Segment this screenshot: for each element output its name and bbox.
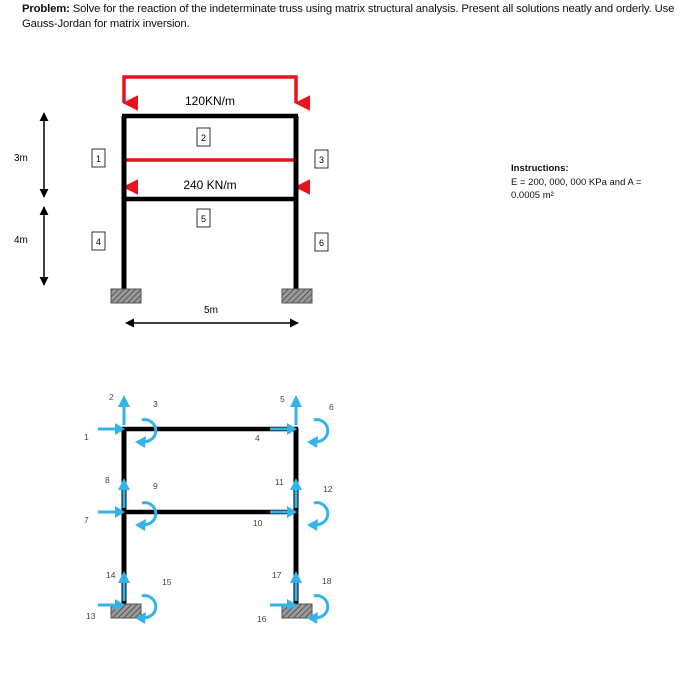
dof-arrow-17-head [290,571,302,583]
dof-label-13: 13 [86,611,96,621]
dof-arrow-4 [270,423,297,435]
member-label-6: 6 [318,238,325,248]
distributed-load-middle [124,160,296,192]
dof-label-7: 7 [84,515,89,525]
dof-label-15: 15 [162,577,172,587]
dof-label-2: 2 [109,392,114,402]
dof-arrow-12 [307,503,328,531]
dof-label-8: 8 [105,475,110,485]
dof-label-1: 1 [84,432,89,442]
member-label-4: 4 [95,237,102,247]
dof-arrow-5 [290,395,302,425]
dof-arrow-14 [118,571,130,601]
dof-arrow-6-head [307,436,318,448]
member-label-5: 5 [200,214,207,224]
dof-arrow-14-head [118,571,130,583]
dof-label-17: 17 [272,570,282,580]
dof-label-10: 10 [253,518,263,528]
dof-arrow-7 [98,506,125,518]
dof-arrow-8-head [118,478,130,490]
dof-arrow-3 [135,420,156,448]
fixed-support-left [111,289,141,303]
dof-arrow-6 [307,420,328,448]
instructions-line-1: E = 200, 000, 000 KPa and A = [511,176,642,188]
dof-label-14: 14 [106,570,116,580]
dimension-label-4m: 4m [14,235,28,246]
fixed-support-right [282,289,312,303]
load-label-120: 120KN/m [184,94,236,108]
dof-arrow-1 [98,423,125,435]
dof-label-3: 3 [153,399,158,409]
dof-arrow-12-head [307,519,318,531]
problem-label: Problem: [22,3,70,15]
dimension-label-3m: 3m [14,153,28,164]
dof-label-9: 9 [153,481,158,491]
dof-label-11: 11 [275,477,284,487]
dof-arrow-17 [290,571,302,601]
dof-label-18: 18 [322,576,332,586]
instructions-heading: Instructions: [511,163,569,174]
problem-text: Solve for the reaction of the indeterminate truss using matrix structural analysis. Present all solutions neatly and orderly. Use Gauss-Jordan for matrix inversion. [22,3,675,30]
dof-arrow-5-head [290,395,302,407]
dof-label-5: 5 [280,394,285,404]
distributed-load-top [124,77,296,108]
dof-arrow-11 [290,478,302,508]
dof-label-4: 4 [255,433,260,443]
instructions-line-2: 0.0005 m² [511,190,554,201]
dof-label-6: 6 [329,402,334,412]
dof-arrow-11-head [290,478,302,490]
dof-label-12: 12 [323,484,333,494]
member-label-2: 2 [200,133,207,143]
member-label-3: 3 [318,155,325,165]
dof-arrow-3-head [135,436,146,448]
load-label-240: 240 KN/m [183,178,237,192]
loaded-frame [14,77,328,323]
dof-arrow-10 [270,506,297,518]
dof-arrow-8 [118,478,130,508]
dof-arrow-9-head [135,519,146,531]
dof-arrow-2-head [118,395,130,407]
dimension-label-5m: 5m [204,305,218,316]
dof-arrow-2 [118,395,130,425]
dof-arrow-9 [135,503,156,531]
dof-label-16: 16 [257,614,267,624]
member-label-1: 1 [95,154,102,164]
